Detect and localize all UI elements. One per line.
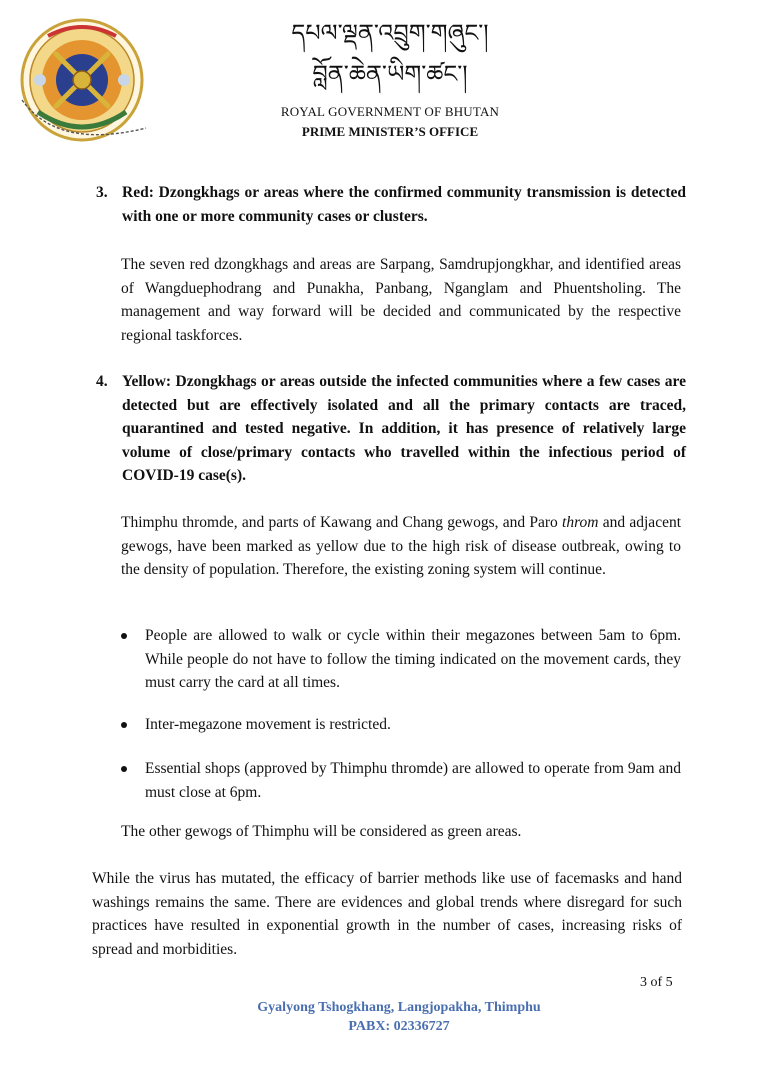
letterhead	[240, 18, 540, 140]
section-heading-text: Yellow: Dzongkhags or areas outside the infected communities where a few cases are detected but are effectively isolated and all the primary contacts are traced, quarantined and tested negative. In addition, it has presence of relatively large volume of close/primary contacts who travelled within the infectious period of COVID-19 case(s).	[122, 373, 686, 484]
bullet-icon	[121, 766, 127, 772]
section-yellow-paragraph	[121, 511, 681, 582]
emblem-script-caption	[18, 86, 148, 156]
dzongkha-title-line1: དཔལ་ལྡན་འབྲུག་གཞུང་།	[291, 18, 489, 47]
footer-address: Gyalyong Tshogkhang, Langjopakha, Thimphu	[257, 1000, 541, 1015]
section-yellow-note: The other gewogs of Thimphu will be considered as green areas.	[121, 823, 522, 840]
footer-phone: PABX: 02336727	[348, 1019, 450, 1034]
paragraph-italic-text: throm	[562, 514, 599, 531]
list-item	[121, 713, 681, 737]
paragraph-text: Thimphu thromde, and parts of Kawang and Chang gewogs, and Paro	[121, 514, 563, 531]
list-item	[121, 757, 681, 804]
office-name: PRIME MINISTER’S OFFICE	[301, 124, 479, 139]
list-item	[121, 624, 681, 695]
section-heading-text: Red: Dzongkhags or areas where the confirmed community transmission is detected with one or more community cases or clusters.	[122, 184, 686, 225]
page-number: 3 of 5	[640, 975, 673, 990]
section-red-paragraph: The seven red dzongkhags and areas are Sarpang, Samdrupjongkhar, and identified areas of Wangduephodrang and Punakha, Panbang, Nganglam and Phuentsholing. The management and way forward will be decided and communicated by the respective regional taskforces.	[121, 256, 681, 344]
government-name: ROYAL GOVERNMENT OF BHUTAN	[280, 104, 500, 119]
dzongkha-title-line2: བློན་ཆེན་ཡིག་ཚང་།	[312, 59, 468, 88]
section-number: 3.	[96, 184, 108, 201]
section-yellow-heading	[96, 370, 686, 488]
bullet-icon	[121, 633, 127, 639]
paragraph-text: and adjacent gewogs, have been marked as yellow due to the high risk of disease outbreak, owing to the density of population. Therefore, the existing zoning system will continue.	[121, 514, 682, 578]
closing-paragraph: While the virus has mutated, the efficacy of barrier methods like use of facemasks and hand washings remains the same. There are evidences and global trends where disregard for such practices have resulted in exponential growth in the number of cases, increasing risks of spread and morbidities.	[92, 870, 682, 958]
section-number: 4.	[96, 373, 108, 390]
bullet-icon	[121, 722, 127, 728]
section-red-heading	[96, 181, 686, 228]
footer	[0, 998, 768, 1036]
list-item-text: Essential shops (approved by Thimphu thromde) are allowed to operate from 9am and must close at 6pm.	[145, 760, 681, 801]
list-item-text: People are allowed to walk or cycle within their megazones between 5am to 6pm. While people do not have to follow the timing indicated on the movement cards, they must carry the card at all times.	[145, 627, 681, 691]
list-item-text: Inter-megazone movement is restricted.	[145, 716, 391, 733]
